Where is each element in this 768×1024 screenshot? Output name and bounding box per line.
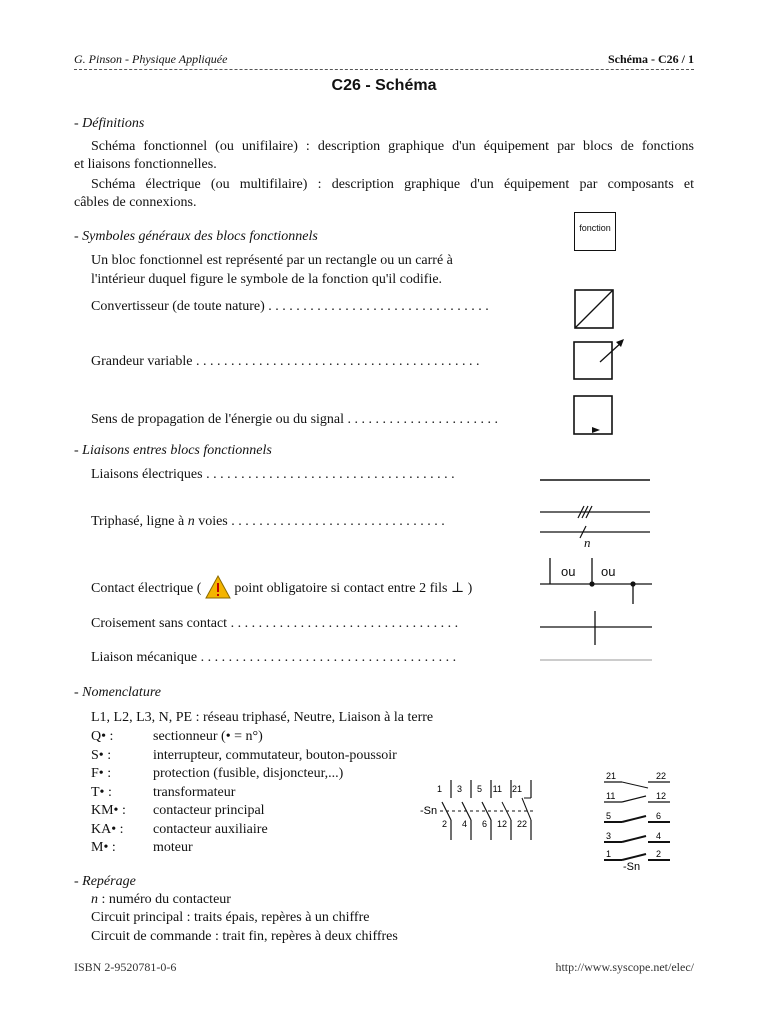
footer-isbn: ISBN 2-9520781-0-6 — [74, 960, 177, 974]
terminal-left: 21 — [606, 771, 617, 781]
contact-text-b: point obligatoire si contact entre 2 fils ⊥ ) — [230, 581, 473, 596]
terminal-top: 1 — [436, 784, 442, 794]
converter-label: Convertisseur (de toute nature) . . . . . . . . . . . . . . . . . . . . . . . . . . . . . . . . — [91, 299, 489, 314]
reperage-line2: Circuit principal : traits épais, repères à un chiffre — [91, 910, 370, 925]
nomenclature-heading: - Nomenclature — [74, 685, 161, 700]
nomenclature-code: KM• : — [91, 803, 126, 818]
terminal-right: 22 — [656, 771, 667, 781]
contact-text-a: Contact électrique ( — [91, 581, 202, 596]
terminal-bottom: 4 — [461, 819, 467, 829]
three-phase-n: n — [187, 514, 195, 529]
variable-quantity-symbol — [572, 338, 628, 380]
nomenclature-desc: contacteur principal — [153, 803, 265, 818]
terminal-right: 2 — [656, 849, 662, 859]
terminal-left: 5 — [606, 811, 612, 821]
terminal-top: 5 — [476, 784, 482, 794]
definition-2-line2: câbles de connexions. — [74, 195, 197, 210]
links-heading: - Liaisons entres blocs fonctionnels — [74, 443, 272, 458]
stack-blade — [622, 796, 646, 802]
terminal-top: 3 — [456, 784, 462, 794]
reperage-line1-rest: : numéro du contacteur — [98, 892, 231, 907]
contact-blade — [522, 798, 531, 820]
nomenclature-desc: contacteur auxiliaire — [153, 821, 268, 837]
mechanical-link-symbol — [540, 658, 655, 662]
terminal-bottom: 6 — [481, 819, 487, 829]
header-left: G. Pinson - Physique Appliquée — [74, 52, 228, 66]
propagation-label: Sens de propagation de l'énergie ou du signal . . . . . . . . . . . . . . . . . . . . . . — [91, 412, 499, 427]
stack-blade — [622, 836, 646, 842]
symbols-intro-line2: l'intérieur duquel figure le symbole de la fonction qu'il codifie. — [91, 272, 443, 287]
stack-blade — [622, 816, 646, 822]
definition-1-line1: Schéma fonctionnel (ou unifilaire) : description graphique d'un équipement par blocs de fonctions — [91, 139, 694, 154]
variable-label: Grandeur variable . . . . . . . . . . . . . . . . . . . . . . . . . . . . . . . . . . . . . . . . . — [91, 354, 480, 369]
ou-label-1: ou — [561, 564, 576, 579]
nomenclature-desc: protection (fusible, disjoncteur,...) — [153, 766, 344, 781]
terminal-bottom: 2 — [441, 819, 447, 829]
sn-label-2: -Sn — [623, 861, 641, 873]
terminal-top: 11 — [492, 784, 502, 794]
warning-icon — [205, 575, 231, 599]
terminal-right: 6 — [656, 811, 662, 821]
symbols-heading: - Symboles généraux des blocs fonctionnels — [74, 229, 318, 244]
terminal-left: 1 — [606, 849, 612, 859]
reperage-heading: - Repérage — [74, 874, 136, 889]
header-right: Schéma - C26 / 1 — [608, 52, 694, 66]
definition-1-line2: et liaisons fonctionnelles. — [74, 157, 217, 172]
reperage-n: n — [91, 892, 98, 907]
ou-label-2: ou — [601, 564, 616, 579]
nomenclature-code: Q• : — [91, 729, 114, 744]
nomenclature-code: T• : — [91, 784, 112, 800]
nomenclature-code: F• : — [91, 766, 112, 781]
definition-2-line1: Schéma électrique (ou multifilaire) : description graphique d'un équipement par composants et — [91, 177, 694, 192]
terminal-right: 4 — [656, 831, 662, 841]
three-phase-text-b: voies . . . . . . . . . . . . . . . . . . . . . . . . . . . . . . . — [194, 514, 445, 529]
contact-stack-diagram — [600, 768, 675, 873]
nomenclature-code: KA• : — [91, 821, 124, 837]
terminal-bottom: 12 — [496, 819, 507, 829]
symbols-intro-line1: Un bloc fonctionnel est représenté par un rectangle ou un carré à — [91, 253, 453, 268]
stack-blade — [622, 782, 648, 788]
sn-label: -Sn — [420, 805, 438, 817]
three-phase-text-a: Triphasé, ligne à — [91, 514, 188, 529]
switch-contacts-diagram — [418, 780, 543, 842]
nomenclature-desc: transformateur — [153, 784, 236, 800]
function-block-symbol — [574, 212, 616, 251]
propagation-symbol — [572, 395, 616, 439]
terminal-left: 3 — [606, 831, 612, 841]
electric-link-symbol — [540, 478, 652, 482]
crossing-label: Croisement sans contact . . . . . . . . . . . . . . . . . . . . . . . . . . . . . . . . . — [91, 616, 459, 631]
definitions-heading: - Définitions — [74, 116, 145, 131]
terminal-right: 12 — [656, 791, 667, 801]
reperage-line3: Circuit de commande : trait fin, repères à deux chiffres — [91, 929, 398, 944]
function-block-label: fonction — [579, 223, 611, 233]
nomenclature-desc: sectionneur (• = n°) — [153, 729, 263, 744]
n-voies-label: n — [584, 535, 591, 550]
nomenclature-code: M• : — [91, 840, 116, 855]
nomenclature-desc: interrupteur, commutateur, bouton-poussoir — [153, 747, 397, 763]
crossing-symbol — [540, 607, 655, 647]
terminal-bottom: 22 — [516, 819, 527, 829]
page-title: C26 - Schéma — [331, 77, 437, 94]
nomenclature-code: S• : — [91, 747, 112, 763]
converter-symbol — [574, 289, 614, 329]
reperage-line1 — [91, 892, 231, 908]
header-rule — [74, 69, 694, 70]
footer-url: http://www.syscope.net/elec/ — [555, 960, 694, 974]
contact-symbols — [540, 554, 655, 606]
mechanical-label: Liaison mécanique . . . . . . . . . . . . . . . . . . . . . . . . . . . . . . . . . . . . . — [91, 650, 457, 665]
electric-link-label: Liaisons électriques . . . . . . . . . . . . . . . . . . . . . . . . . . . . . . . . . . . . — [91, 467, 455, 482]
nomenclature-desc: moteur — [153, 840, 193, 855]
three-phase-label — [91, 514, 445, 530]
terminal-left: 11 — [606, 791, 616, 801]
contact-label — [91, 575, 472, 599]
three-phase-symbol — [540, 500, 652, 540]
nomenclature-network: L1, L2, L3, N, PE : réseau triphasé, Neutre, Liaison à la terre — [91, 710, 434, 725]
terminal-top: 21 — [511, 784, 522, 794]
stack-blade — [622, 854, 646, 860]
